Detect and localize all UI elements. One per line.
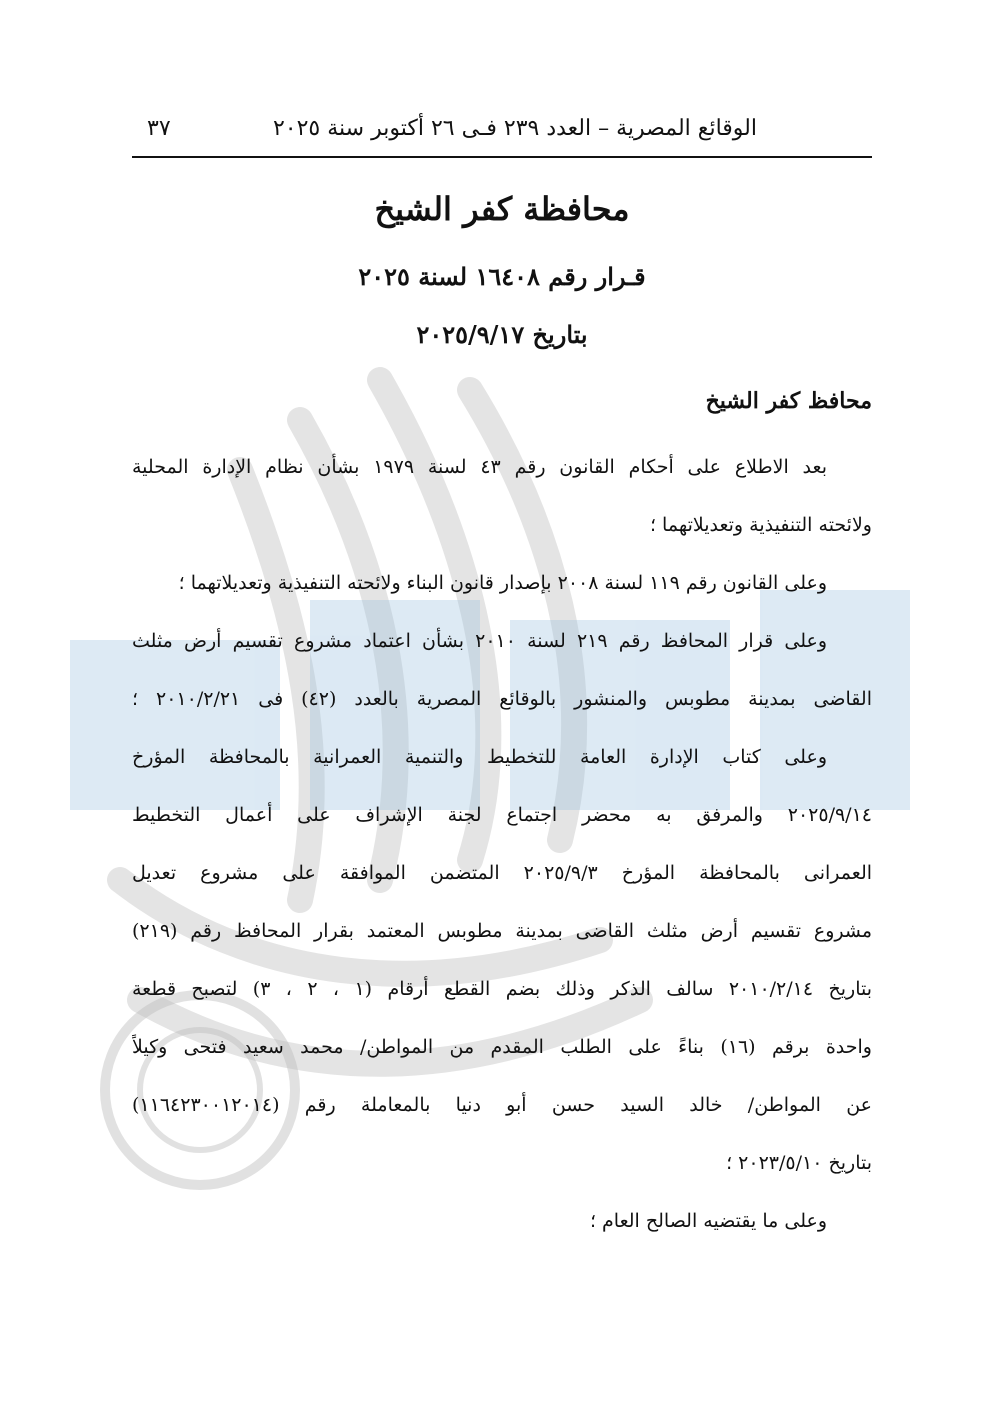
body-line: ٢٠٢٥/٩/١٤ والمرفق به محضر اجتماع لجنة الإشراف على أعمال التخطيط — [132, 804, 872, 826]
section-heading: محافظ كفر الشيخ — [705, 388, 872, 414]
body-line: وعلى كتاب الإدارة العامة للتخطيط والتنمية العمرانية بالمحافظة المؤرخ — [132, 746, 827, 768]
decree-title: قـرار رقم ١٦٤٠٨ لسنة ٢٠٢٥ — [358, 262, 646, 291]
publication-title: الوقائع المصرية – العدد ٢٣٩ فـى ٢٦ أكتوبر سنة ٢٠٢٥ — [272, 116, 757, 141]
body-line: وعلى القانون رقم ١١٩ لسنة ٢٠٠٨ بإصدار قانون البناء ولائحته التنفيذية وتعديلاتهما ؛ — [178, 572, 827, 594]
decree-body — [132, 438, 872, 1250]
body-line: ولائحته التنفيذية وتعديلاتهما ؛ — [649, 514, 872, 536]
page-header — [132, 112, 872, 158]
body-line: واحدة برقم (١٦) بناءً على الطلب المقدم من المواطن/ محمد سعيد فتحى وكيلاً — [132, 1036, 872, 1058]
body-line: وعلى ما يقتضيه الصالح العام ؛ — [589, 1210, 827, 1232]
body-line: وعلى قرار المحافظ رقم ٢١٩ لسنة ٢٠١٠ بشأن اعتماد مشروع تقسيم أرض مثلث — [132, 630, 827, 652]
body-line: القاضى بمدينة مطوبس والمنشور بالوقائع المصرية بالعدد (٤٢) فى ٢٠١٠/٢/٢١ ؛ — [132, 688, 872, 710]
body-line: بعد الاطلاع على أحكام القانون رقم ٤٣ لسنة ١٩٧٩ بشأن نظام الإدارة المحلية — [132, 456, 827, 478]
body-line: عن المواطن/ خالد السيد حسن أبو دنيا بالمعاملة رقم (١١٦٤٢٣٠٠١٢٠١٤) — [132, 1094, 872, 1116]
body-line: العمرانى بالمحافظة المؤرخ ٢٠٢٥/٩/٣ المتضمن الموافقة على مشروع تعديل — [132, 862, 872, 884]
body-line: بتاريخ ٢٠٢٣/٥/١٠ ؛ — [726, 1152, 872, 1174]
governorate-title: محافظة كفر الشيخ — [374, 190, 630, 228]
decree-date: بتاريخ ٢٠٢٥/٩/١٧ — [416, 320, 588, 349]
page-number: ٣٧ — [147, 116, 171, 141]
body-line: مشروع تقسيم أرض مثلث القاضى بمدينة مطوبس المعتمد بقرار المحافظ رقم (٢١٩) — [132, 920, 872, 942]
body-line: بتاريخ ٢٠١٠/٢/١٤ سالف الذكر وذلك بضم القطع أرقام (١ ، ٢ ، ٣) لتصبح قطعة — [132, 978, 872, 1000]
